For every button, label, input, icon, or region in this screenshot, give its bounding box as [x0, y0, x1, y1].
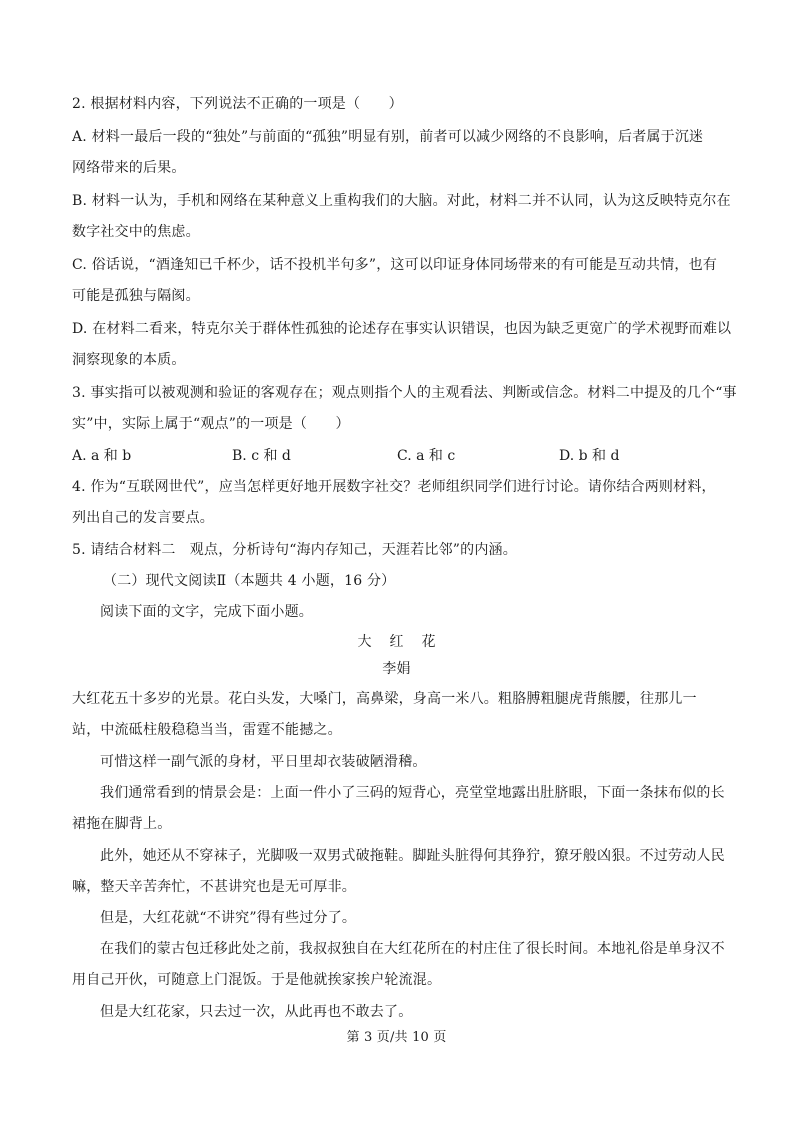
question-2-option-d-cont: 洞察现象的本质。: [72, 352, 186, 368]
story-paragraph-1: 大红花五十多岁的光景。花白头发，大嗓门，高鼻梁，身高一米八。粗胳膊粗腿虎背熊腰，往那儿一: [72, 691, 697, 707]
question-2-option-d: D. 在材料二看来，特克尔关于群体性孤独的论述存在事实认识错误，也因为缺乏更宽广的学术视野而难以: [72, 321, 732, 337]
question-4-text: 4. 作为“互联网世代”，应当怎样更好地开展数字社交？老师组织同学们进行讨论。请你结合两则材料，: [72, 479, 716, 495]
question-3-option-a: A. a 和 b: [72, 448, 132, 464]
story-paragraph-1-cont: 站，中流砥柱般稳稳当当，雷霆不能撼之。: [72, 722, 342, 738]
question-3-stem: 3. 事实指可以被观测和验证的客观存在；观点则指个人的主观看法、判断或信念。材料二中提及的几个“事: [72, 385, 737, 401]
question-3-option-c: C. a 和 c: [397, 448, 456, 464]
question-2-option-b-cont: 数字社交中的焦虑。: [72, 224, 200, 240]
story-paragraph-3-cont: 裙拖在脚背上。: [72, 816, 172, 832]
question-2-option-c-cont: 可能是孤独与隔阂。: [72, 288, 200, 304]
question-2-option-a-cont: 网络带来的后果。: [72, 160, 186, 176]
question-5-text: 5. 请结合材料二 观点，分析诗句“海内存知己，天涯若比邻”的内涵。: [72, 542, 517, 558]
story-paragraph-4: 此外，她还从不穿袜子，光脚吸一双男式破拖鞋。脚趾头脏得何其狰狞，獠牙般凶狠。不过劳动人民: [100, 848, 725, 864]
question-2-option-a: A. 材料一最后一段的“独处”与前面的“孤独”明显有别，前者可以减少网络的不良影响，后者属于沉迷: [72, 129, 704, 145]
story-paragraph-2: 可惜这样一副气派的身材，平日里却衣装破陋滑稽。: [100, 754, 427, 770]
question-3-option-d: D. b 和 d: [559, 448, 620, 464]
story-title: 大红花: [357, 634, 454, 650]
question-4-text-cont: 列出自己的发言要点。: [72, 510, 214, 526]
question-2-option-b: B. 材料一认为，手机和网络在某种意义上重构我们的大脑。对此，材料二并不认同，认为这反映特克尔在: [72, 193, 731, 209]
story-paragraph-5: 但是，大红花就“不讲究”得有些过分了。: [100, 910, 357, 926]
section-heading: （二）现代文阅读Ⅱ（本题共 4 小题，16 分）: [103, 573, 396, 589]
question-3-stem-cont: 实”中，实际上属于“观点”的一项是（ ）: [72, 416, 350, 432]
question-2-option-c: C. 俗话说，“酒逢知已千杯少，话不投机半句多”，这可以印证身体同场带来的有可能是互动共情，也有: [72, 257, 718, 273]
story-paragraph-4-cont: 嘛，整天辛苦奔忙，不甚讲究也是无可厚非。: [72, 879, 356, 895]
question-3-option-b: B. c 和 d: [232, 448, 291, 464]
question-2-stem: 2. 根据材料内容，下列说法不正确的一项是（ ）: [72, 96, 403, 112]
story-paragraph-6-cont: 用自己开伙，可随意上门混饭。于是他就挨家挨户轮流混。: [72, 972, 442, 988]
story-paragraph-7: 但是大红花家，只去过一次，从此再也不敢去了。: [100, 1004, 413, 1020]
page-number: 第 3 页/共 10 页: [346, 1030, 447, 1045]
story-paragraph-6: 在我们的蒙古包迁移此处之前，我叔叔独自在大红花所在的村庄住了很长时间。本地礼俗是单身汉不: [100, 941, 725, 957]
story-author: 李娟: [382, 661, 411, 677]
section-instruction: 阅读下面的文字，完成下面小题。: [100, 604, 313, 620]
story-paragraph-3: 我们通常看到的情景会是：上面一件小了三码的短背心，亮堂堂地露出肚脐眼，下面一条抹布似的长: [100, 785, 725, 801]
